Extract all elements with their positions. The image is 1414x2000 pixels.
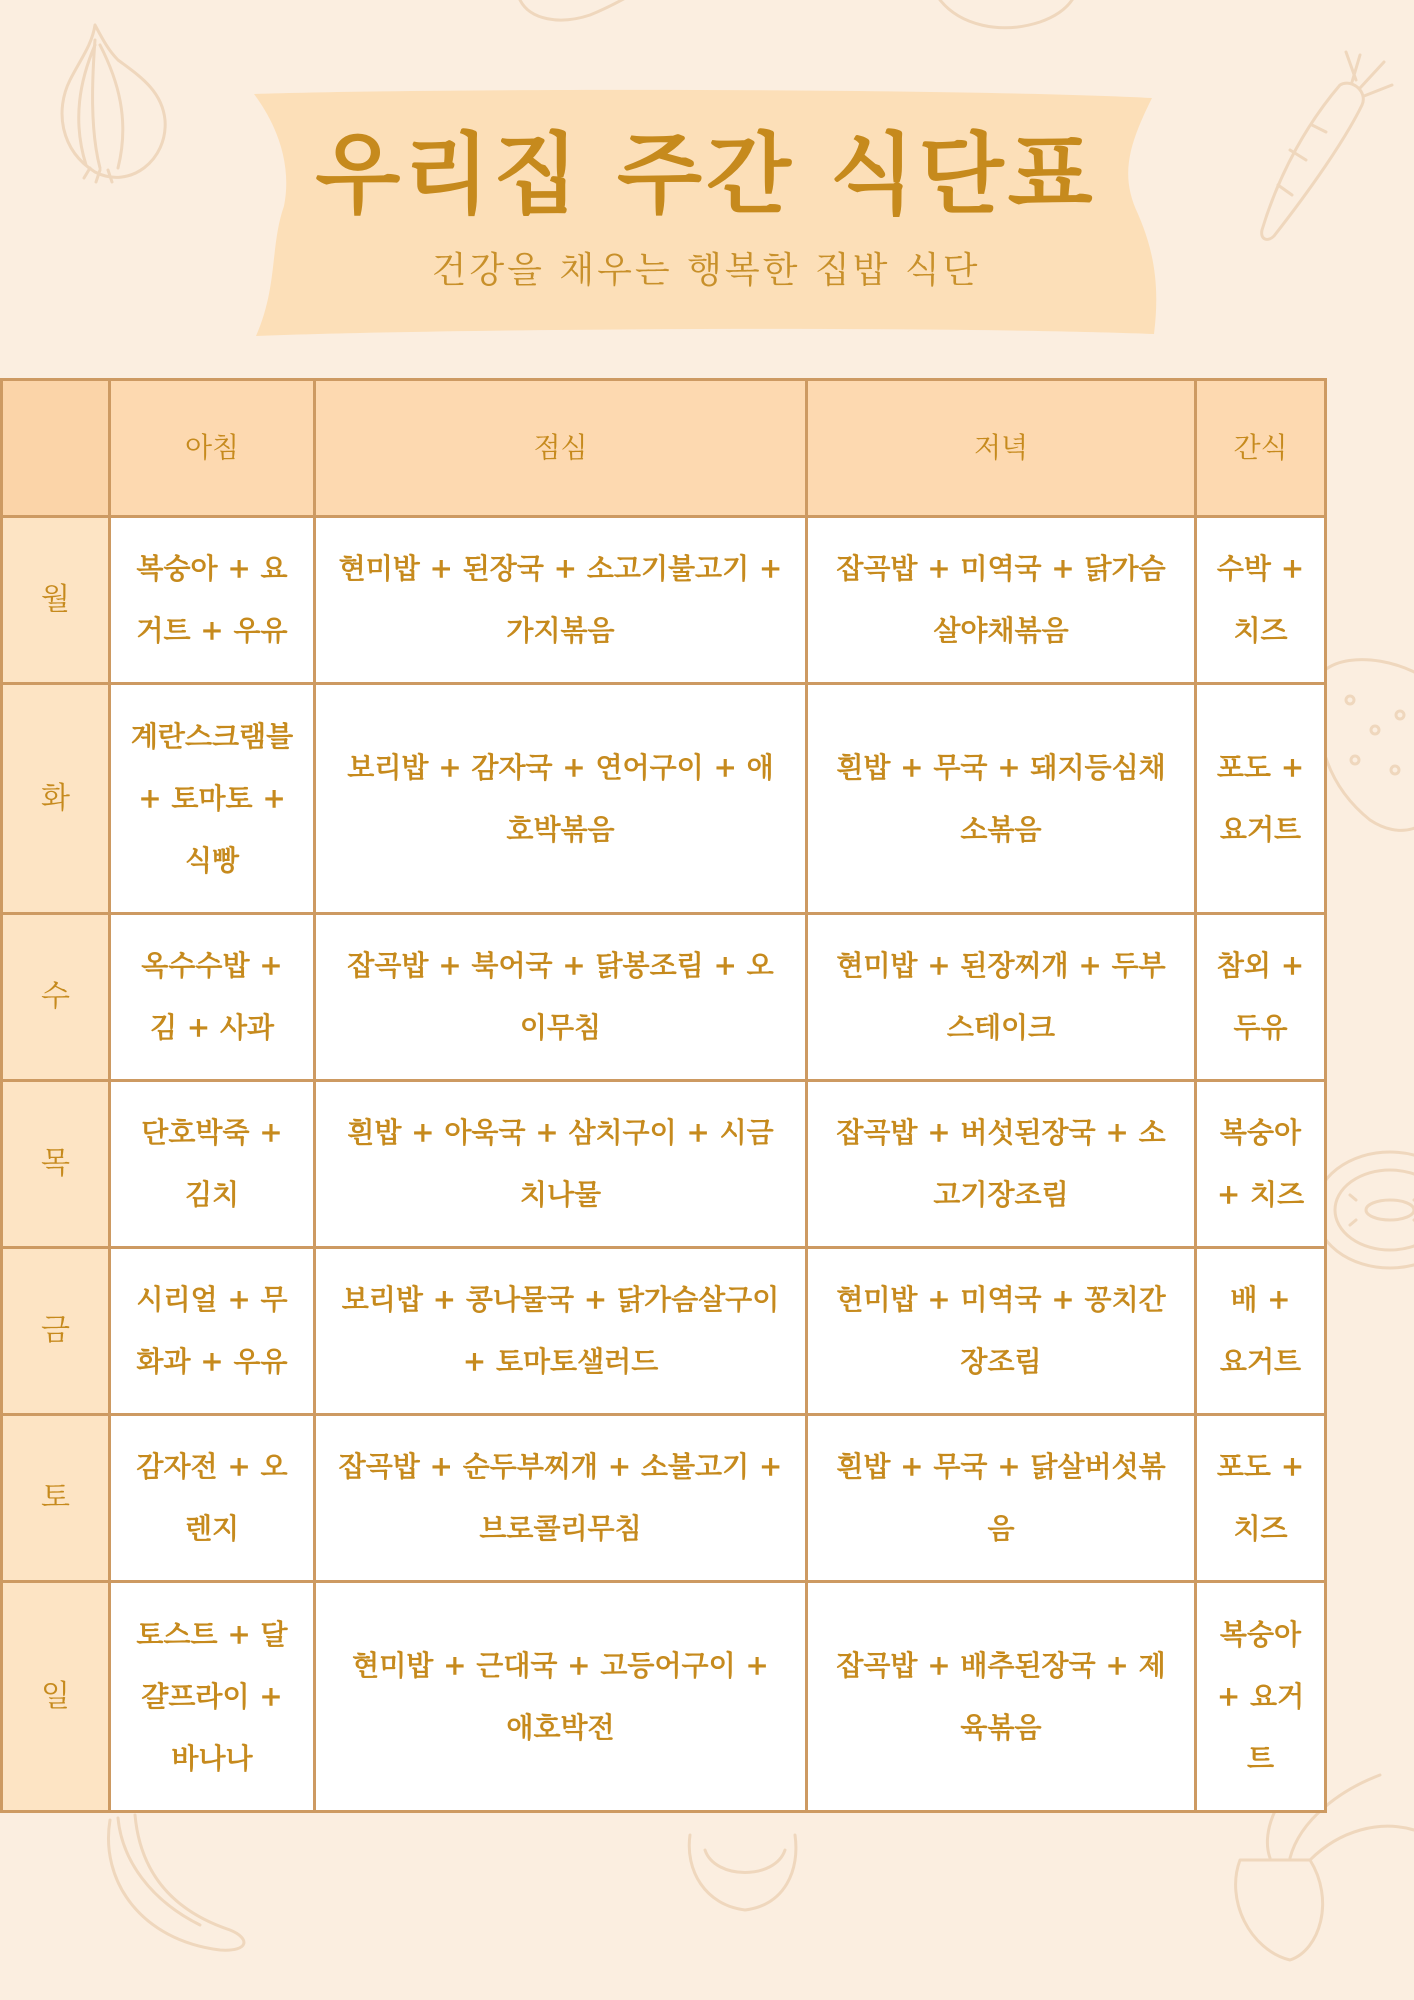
dinner-cell: 잡곡밥 + 배추된장국 + 제육볶음 bbox=[807, 1582, 1196, 1812]
page-subtitle: 건강을 채우는 행복한 집밥 식단 bbox=[431, 250, 981, 291]
breakfast-cell: 시리얼 + 무화과 + 우유 bbox=[110, 1248, 315, 1415]
table-row bbox=[2, 1415, 1326, 1582]
lunch-cell: 보리밥 + 감자국 + 연어구이 + 애호박볶음 bbox=[315, 684, 807, 914]
page-title: 우리집 주간 식단표 bbox=[315, 122, 1097, 226]
table-row bbox=[2, 1582, 1326, 1812]
lunch-cell: 현미밥 + 근대국 + 고등어구이 + 애호박전 bbox=[315, 1582, 807, 1812]
citrus-icon bbox=[520, 0, 1075, 28]
snack-cell: 포도 + 요거트 bbox=[1196, 684, 1326, 914]
day-label: 금 bbox=[2, 1248, 110, 1415]
onion-icon bbox=[62, 25, 165, 182]
day-label: 목 bbox=[2, 1081, 110, 1248]
breakfast-cell: 옥수수밥 + 김 + 사과 bbox=[110, 914, 315, 1081]
snack-cell: 포도 + 치즈 bbox=[1196, 1415, 1326, 1582]
table-row bbox=[2, 1081, 1326, 1248]
dinner-cell: 흰밥 + 무국 + 돼지등심채소볶음 bbox=[807, 684, 1196, 914]
day-label: 토 bbox=[2, 1415, 110, 1582]
column-header-dinner: 저녁 bbox=[807, 380, 1196, 517]
lunch-cell: 현미밥 + 된장국 + 소고기불고기 + 가지볶음 bbox=[315, 517, 807, 684]
snack-cell: 배 + 요거트 bbox=[1196, 1248, 1326, 1415]
kiwi-icon bbox=[1315, 1152, 1414, 1268]
column-header-lunch: 점심 bbox=[315, 380, 807, 517]
table-row bbox=[2, 1248, 1326, 1415]
dinner-cell: 현미밥 + 미역국 + 꽁치간장조림 bbox=[807, 1248, 1196, 1415]
title-banner bbox=[248, 86, 1164, 340]
breakfast-cell: 감자전 + 오렌지 bbox=[110, 1415, 315, 1582]
breakfast-cell: 토스트 + 달걀프라이 + 바나나 bbox=[110, 1582, 315, 1812]
day-label: 월 bbox=[2, 517, 110, 684]
snack-cell: 참외 + 두유 bbox=[1196, 914, 1326, 1081]
day-label: 수 bbox=[2, 914, 110, 1081]
dinner-cell: 잡곡밥 + 버섯된장국 + 소고기장조림 bbox=[807, 1081, 1196, 1248]
table-row bbox=[2, 914, 1326, 1081]
carrot-icon bbox=[1262, 52, 1392, 239]
snack-cell: 수박 + 치즈 bbox=[1196, 517, 1326, 684]
corner-cell bbox=[2, 380, 110, 517]
dinner-cell: 잡곡밥 + 미역국 + 닭가슴살야채볶음 bbox=[807, 517, 1196, 684]
snack-cell: 복숭아 + 치즈 bbox=[1196, 1081, 1326, 1248]
breakfast-cell: 복숭아 + 요거트 + 우유 bbox=[110, 517, 315, 684]
column-header-snack: 간식 bbox=[1196, 380, 1326, 517]
lunch-cell: 잡곡밥 + 북어국 + 닭봉조림 + 오이무침 bbox=[315, 914, 807, 1081]
lunch-cell: 잡곡밥 + 순두부찌개 + 소불고기 + 브로콜리무침 bbox=[315, 1415, 807, 1582]
table-row bbox=[2, 517, 1326, 684]
snack-cell: 복숭아 + 요거트 bbox=[1196, 1582, 1326, 1812]
column-header-breakfast: 아침 bbox=[110, 380, 315, 517]
day-label: 화 bbox=[2, 684, 110, 914]
table-header-row bbox=[2, 380, 1326, 517]
lunch-cell: 보리밥 + 콩나물국 + 닭가슴살구이 + 토마토샐러드 bbox=[315, 1248, 807, 1415]
day-label: 일 bbox=[2, 1582, 110, 1812]
banana-icon bbox=[108, 1815, 243, 1950]
dinner-cell: 현미밥 + 된장찌개 + 두부스테이크 bbox=[807, 914, 1196, 1081]
weekly-meal-table bbox=[0, 378, 1327, 1813]
breakfast-cell: 계란스크램블 + 토마토 + 식빵 bbox=[110, 684, 315, 914]
lunch-cell: 흰밥 + 아욱국 + 삼치구이 + 시금치나물 bbox=[315, 1081, 807, 1248]
breakfast-cell: 단호박죽 + 김치 bbox=[110, 1081, 315, 1248]
dinner-cell: 흰밥 + 무국 + 닭살버섯볶음 bbox=[807, 1415, 1196, 1582]
table-row bbox=[2, 684, 1326, 914]
